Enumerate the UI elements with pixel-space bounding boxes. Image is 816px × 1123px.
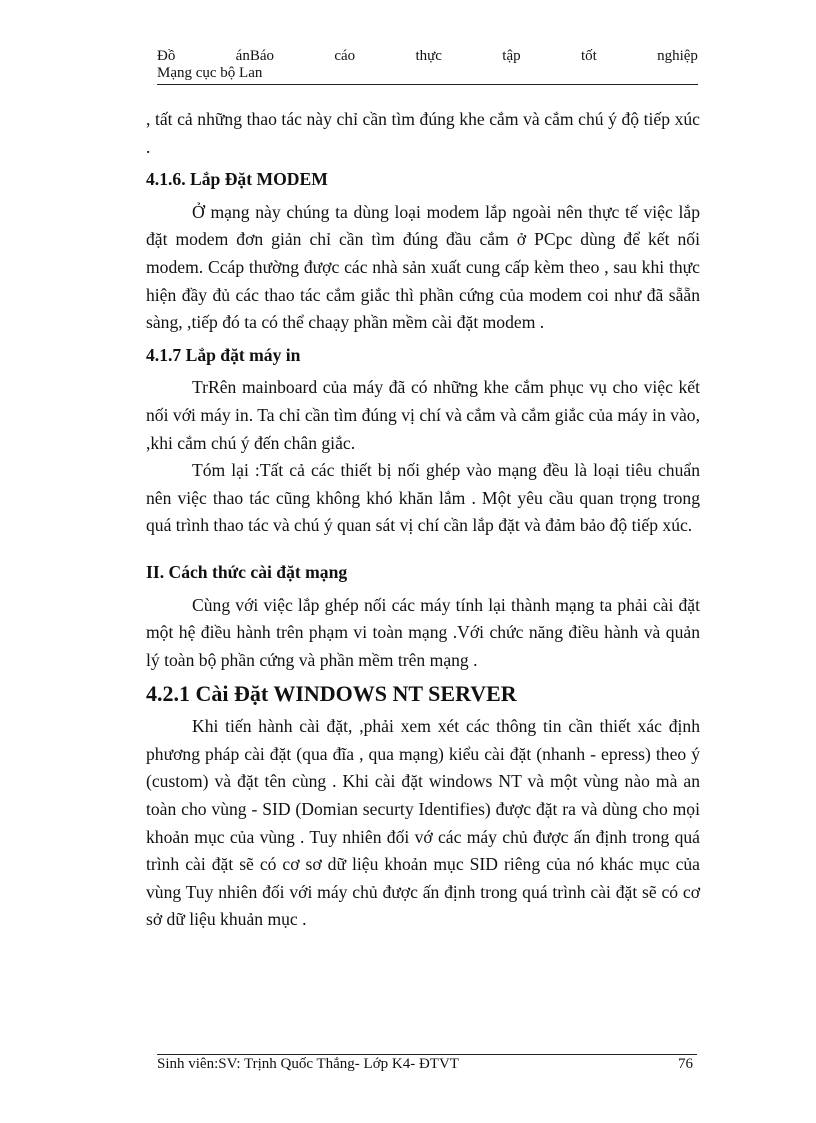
- footer-student: Sinh viên:SV: Trịnh Quốc Thắng- Lớp K4- ĐTVT: [157, 1056, 459, 1072]
- heading-4-2-1: 4.2.1 Cài Đặt WINDOWS NT SERVER: [146, 681, 517, 707]
- page-body: [146, 106, 700, 934]
- page-footer: [157, 1054, 697, 1073]
- paragraph-printer: TrRên mainboard của máy đã có những khe cắm phục vụ cho việc kết nối với máy in. Ta chỉ cần tìm đúng vị chí và cắm và cắm giắc của máy in vào, ,khi cắm chú ý đến chân giắc.: [146, 377, 700, 453]
- header-word: tốt: [580, 48, 597, 64]
- heading-4-1-6: 4.1.6. Lắp Đặt MODEM: [146, 169, 328, 190]
- header-word: Đồ: [157, 48, 176, 64]
- header-subtitle: Mạng cục bộ Lan: [157, 65, 263, 81]
- header-word: tập: [502, 48, 521, 64]
- paragraph-summary: Tóm lại :Tất cả các thiết bị nối ghép vào mạng đều là loại tiêu chuẩn nên việc thao tác cũng không khó khăn lắm . Một yêu cầu quan trọng trong quá trình thao tác và chú ý quan sát vị chí cần lắp đặt và đảm bảo độ tiếp xúc.: [146, 460, 700, 536]
- paragraph-windows-nt: Khi tiến hành cài đặt, ,phải xem xét các thông tin cần thiết xác định phương pháp cài đặt (qua đĩa , qua mạng) kiểu cài đặt (nhanh - epress) theo ý (custom) và đặt tên cùng . Khi cài đặt windows NT và một vùng nào mà an toàn cho vùng - SID (Domian securty Identifies) được đặt ra và dùng cho mọi khoản mục của vùng . Tuy nhiên đối vớ các máy chủ được ấn định trong quá trình cài đặt sẽ có cơ sơ dữ liệu khoản mục SID riêng của nó khác mục của vùng Tuy nhiên đối với máy chủ được ấn định trong quá trình cài đặt sẽ có cơ sở dữ liệu khuản mục .: [146, 716, 700, 930]
- paragraph-continued: , tất cả những thao tác này chỉ cần tìm đúng khe cắm và cắm chú ý độ tiếp xúc .: [146, 109, 700, 157]
- header-word: ánBáo: [235, 48, 274, 64]
- page-number: 76: [678, 1056, 693, 1072]
- paragraph-modem: Ở mạng này chúng ta dùng loại modem lắp ngoài nên thực tế việc lắp đặt modem đơn giản chỉ cần tìm đúng đầu cắm ở PCpc dùng để kết nối modem. Ccáp thường được các nhà sản xuất cung cấp kèm theo , sau khi thực hiện đầy đủ các thao tác cắm giắc thì phần cứng của modem coi như đã sẵẵn sàng, ,tiếp đó ta có thể chaạy phần mềm cài đặt modem .: [146, 201, 700, 333]
- page-header: [157, 48, 698, 85]
- header-word: cáo: [334, 48, 356, 64]
- header-word: nghiệp: [657, 48, 698, 64]
- heading-section-II: II. Cách thức cài đặt mạng: [146, 561, 348, 582]
- header-title-line: [157, 48, 698, 65]
- header-word: thực: [415, 48, 442, 64]
- heading-4-1-7: 4.1.7 Lắp đặt máy in: [146, 344, 301, 365]
- paragraph-network: Cùng với việc lắp ghép nối các máy tính lại thành mạng ta phải cài đặt một hệ điều hành trên phạm vi toàn mạng .Với chức năng điều hành và quản lý toàn bộ phần cứng và phần mềm trên mạng .: [146, 594, 700, 670]
